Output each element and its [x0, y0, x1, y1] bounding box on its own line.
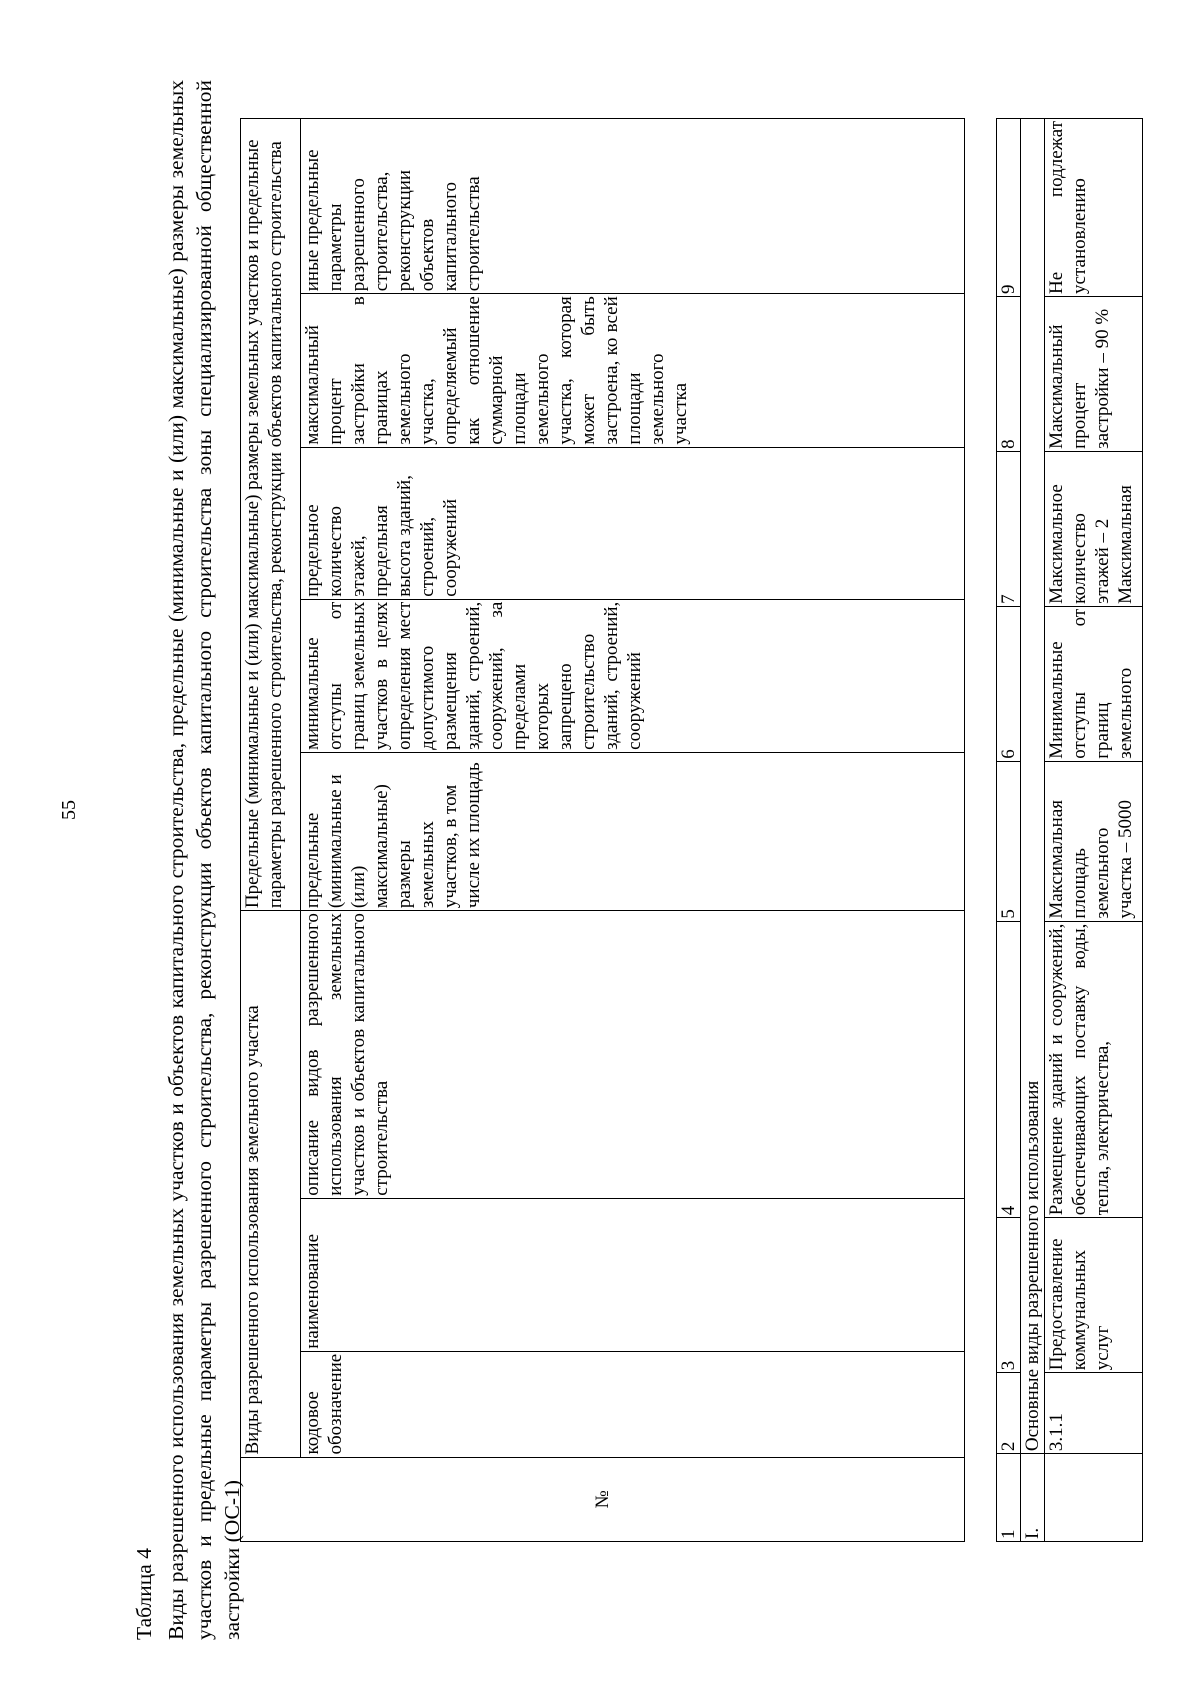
section-row — [1021, 119, 1045, 1542]
column-number: 9 — [997, 119, 1021, 297]
page-number: 55 — [58, 800, 80, 820]
table-label: Таблица 4 — [132, 1548, 156, 1640]
header-types-group: Виды разрешенного использования земельного участка — [241, 911, 301, 1457]
row-coverage: Максимальный процент застройки – 90 % — [1045, 296, 1143, 451]
section-title: Основные виды разрешенного использования — [1021, 119, 1045, 1454]
row-floors: Максимальное количество этажей – 2 Максимальная — [1045, 451, 1143, 606]
row-other: Не подлежат установлению — [1045, 119, 1143, 297]
header-floors: предельное количество этажей, предельная высота зданий, строений, сооружений — [301, 447, 965, 599]
header-code: кодовое обозначение — [301, 1351, 965, 1457]
column-number: 2 — [997, 1373, 1021, 1454]
column-number: 6 — [997, 606, 1021, 761]
row-code: 3.1.1 — [1045, 1373, 1143, 1454]
section-number: I. — [1021, 1454, 1045, 1542]
column-number: 7 — [997, 451, 1021, 606]
column-number: 1 — [997, 1454, 1021, 1542]
table-title: Виды разрешенного использования земельных участков и объектов капитального строительства, предельные (минимальные и (или) максимальные) размеры земельных участков и предельные параметры разрешенного строительства, реконструкции объектов капитального строительства зоны специализированной общественной застройки (ОС-1) — [164, 80, 244, 1640]
column-number: 3 — [997, 1218, 1021, 1373]
header-table — [240, 118, 965, 1542]
header-size: предельные (минимальные и (или) максимальные) размеры земельных участков, в том числе их площадь — [301, 752, 965, 910]
row-description: Размещение зданий и сооружений, обеспечивающих поставку воды, тепла, электричества, — [1045, 921, 1143, 1218]
header-other: иные предельные параметры разрешенного строительства, реконструкции объектов капитального строительства — [301, 119, 965, 294]
row-setbacks: Минимальные отступы от границ земельного — [1045, 606, 1143, 761]
column-number-row — [997, 119, 1021, 1542]
column-number: 5 — [997, 761, 1021, 921]
header-description: описание видов разрешенного использования земельных участков и объектов капитального строительства — [301, 911, 965, 1199]
header-limits-group: Предельные (минимальные и (или) максимальные) размеры земельных участков и предельные параметры разрешенного строительства, реконструкции объектов капитального строительства — [241, 119, 301, 911]
row-name: Предоставление коммунальных услуг — [1045, 1218, 1143, 1373]
row-number-cell — [1045, 1454, 1143, 1542]
rotated-page-content — [130, 80, 1140, 1640]
body-table — [996, 118, 1143, 1542]
table-row — [1045, 119, 1143, 1542]
header-num: № — [241, 1457, 965, 1541]
header-name: наименование — [301, 1198, 965, 1351]
header-coverage: максимальный процент застройки в границах земельного участка, определяемый как отношение суммарной площади земельного участка, которая может быть застроена, ко всей площади земельного участка — [301, 294, 965, 447]
row-size: Максимальная площадь земельного участка – 5000 — [1045, 761, 1143, 921]
column-number: 8 — [997, 296, 1021, 451]
table-caption — [130, 80, 246, 1640]
column-number: 4 — [997, 921, 1021, 1218]
header-setbacks: минимальные отступы от границ земельных участков в целях определения мест допустимого размещения зданий, строений, сооружений, за пределами которых запрещено строительство зданий, строений, сооружений — [301, 599, 965, 752]
